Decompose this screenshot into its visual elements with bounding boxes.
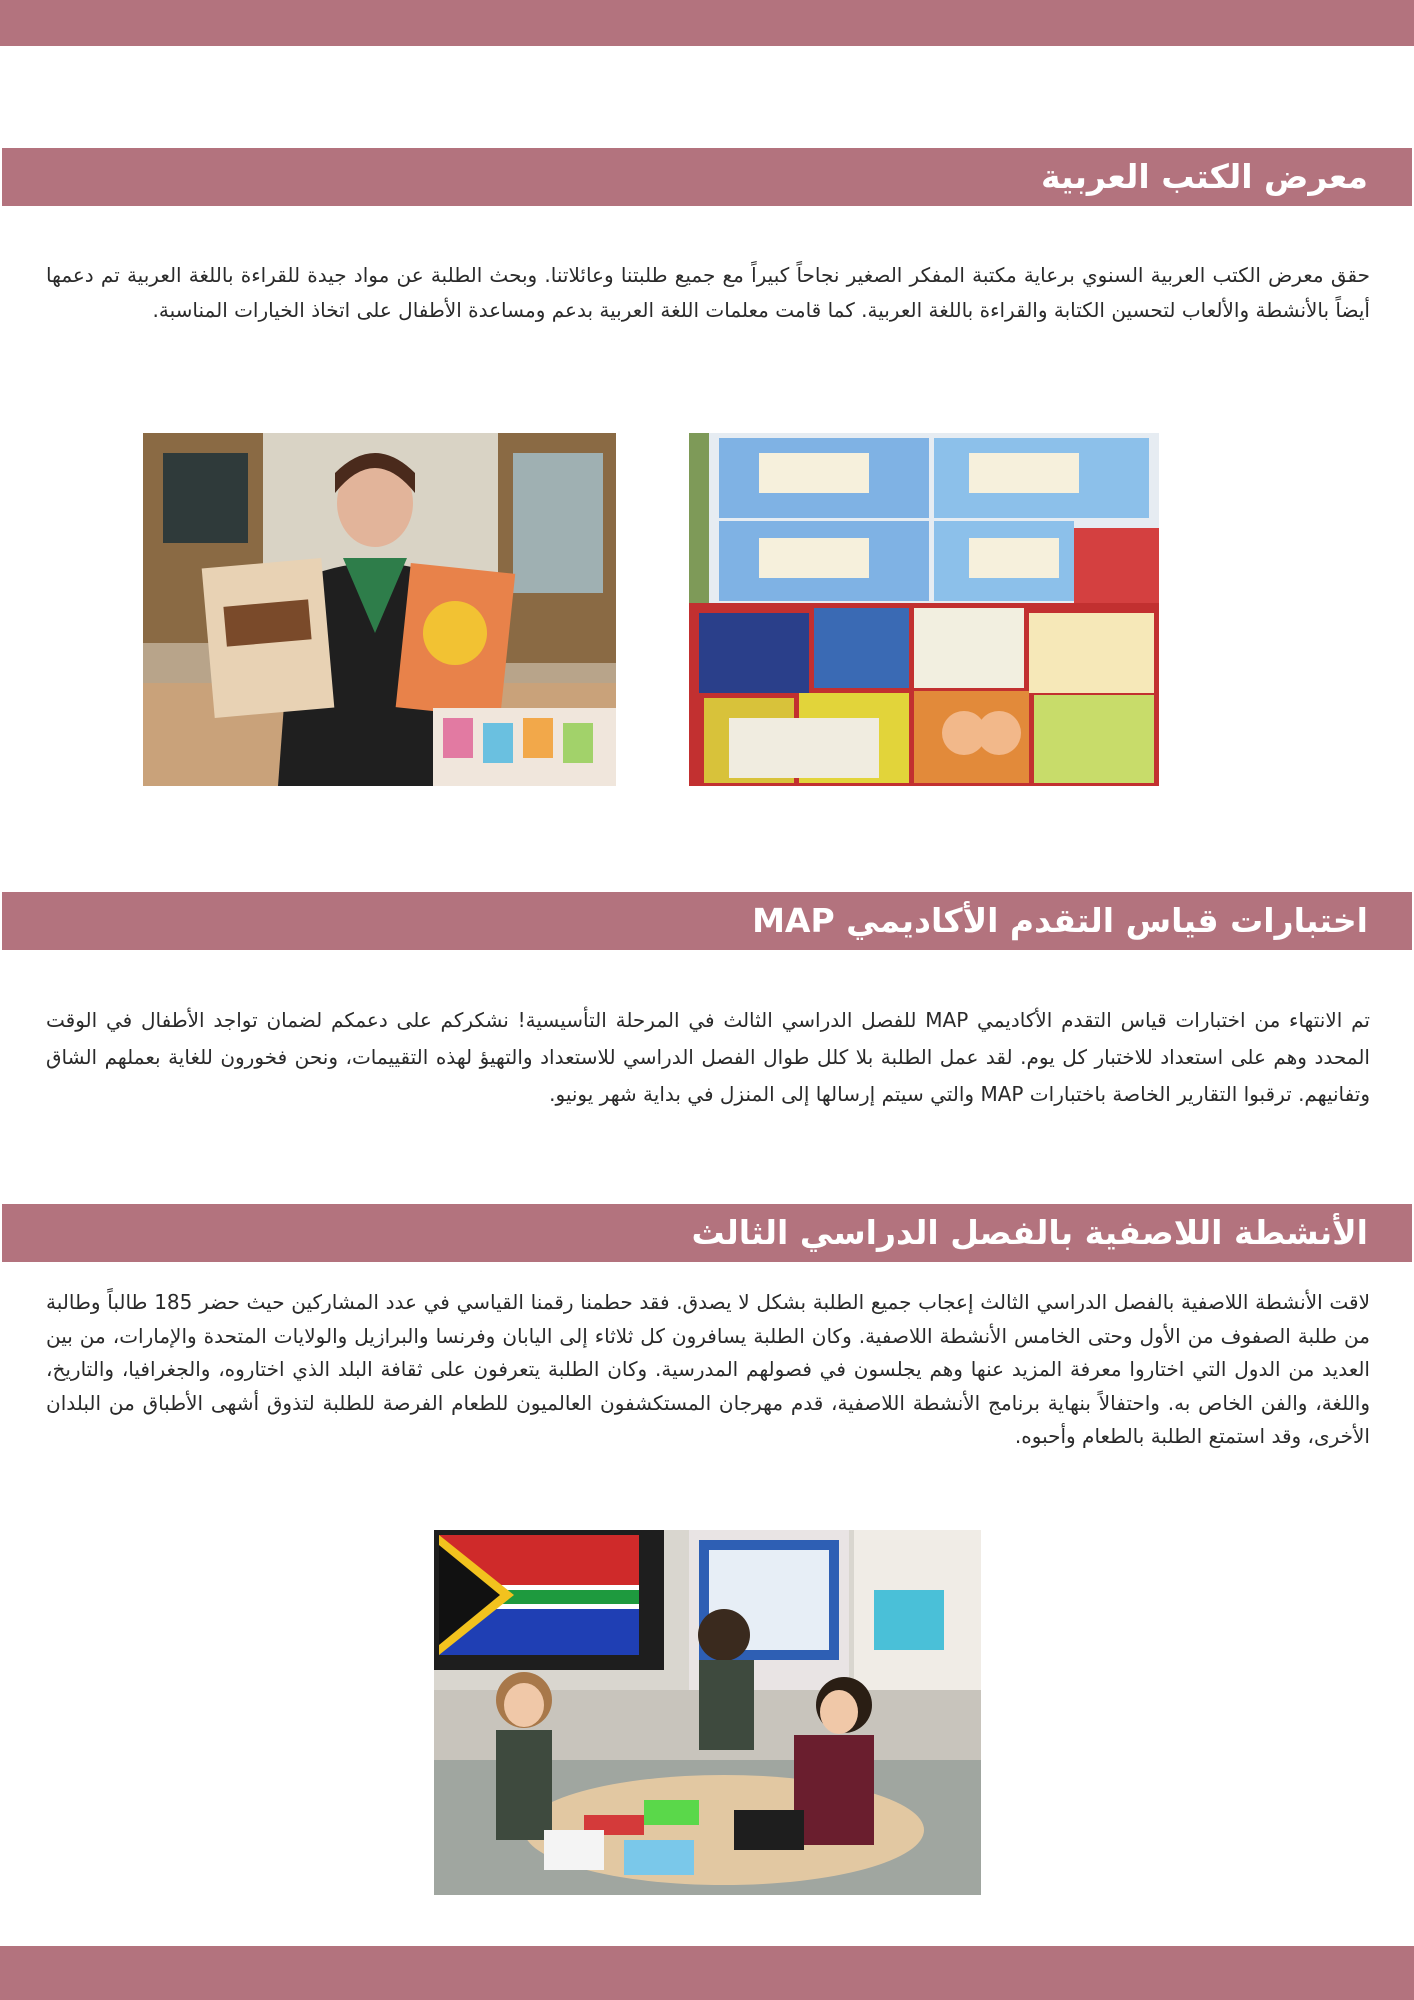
- section-body-map-tests: تم الانتهاء من اختبارات قياس التقدم الأكاديمي MAP للفصل الدراسي الثالث في المرحلة التأسيسية! نشكركم على دعمكم لضمان تواجد الأطفال في الوقت المحدد وهم على استعداد للاختبار كل يوم. لقد عمل الطلبة بلا كلل طوال الفصل الدراسي للاستعداد والتهيؤ لهذه التقييمات، ونحن فخورون للغاية بعملهم الشاق وتفانيهم. ترقبوا التقارير الخاصة باختبارات MAP والتي سيتم إرسالها إلى المنزل في بداية شهر يونيو.: [46, 1008, 1370, 1106]
- section-heading-extracurricular: [2, 1204, 1412, 1262]
- section-title: معرض الكتب العربية: [1041, 157, 1368, 196]
- section-heading-map-tests: [2, 892, 1412, 950]
- section-body-extracurricular: لاقت الأنشطة اللاصفية بالفصل الدراسي الثالث إعجاب جميع الطلبة بشكل لا يصدق. فقد حطمنا رقمنا القياسي في عدد المشاركين حيث حضر 185 طالباً وطالبة من طلبة الصفوف من الأول وحتى الخامس الأنشطة اللاصفية. وكان الطلبة يسافرون كل ثلاثاء إلى اليابان وفرنسا والبرازيل والولايات المتحدة والإمارات، من بين العديد من الدول التي اختاروا معرفة المزيد عنها وهم يجلسون في فصولهم المدرسية. وكان الطلبة يتعرفون على ثقافة البلد الذي اختاروه، والجغرافيا، والتاريخ، واللغة، والفن الخاص به. واحتفالاً بنهاية برنامج الأنشطة اللاصفية، قدم مهرجان المستكشفون العالميون للطعام الفرصة للطلبة لتذوق أشهى الأطباق من البلدان الأخرى، وقد استمتع الطلبة بالطعام وأحبوه.: [46, 1290, 1370, 1448]
- photo-books-display: [689, 433, 1159, 786]
- section-title: الأنشطة اللاصفية بالفصل الدراسي الثالث: [691, 1213, 1368, 1252]
- top-band: [0, 0, 1414, 46]
- section-heading-arabic-book-fair: [2, 148, 1412, 206]
- section-body-arabic-book-fair: حقق معرض الكتب العربية السنوي برعاية مكتبة المفكر الصغير نجاحاً كبيراً مع جميع طلبتنا وعائلاتنا. وبحث الطلبة عن مواد جيدة للقراءة باللغة العربية تم دعمها أيضاً بالأنشطة والألعاب لتحسين الكتابة والقراءة باللغة العربية. كما قامت معلمات اللغة العربية بدعم ومساعدة الأطفال على اتخاذ الخيارات المناسبة.: [46, 263, 1370, 322]
- section-title: اختبارات قياس التقدم الأكاديمي MAP: [752, 901, 1368, 940]
- bottom-band: [0, 1946, 1414, 2000]
- photo-teacher-holding-books: [143, 433, 616, 786]
- photo-students-activity: [434, 1530, 981, 1895]
